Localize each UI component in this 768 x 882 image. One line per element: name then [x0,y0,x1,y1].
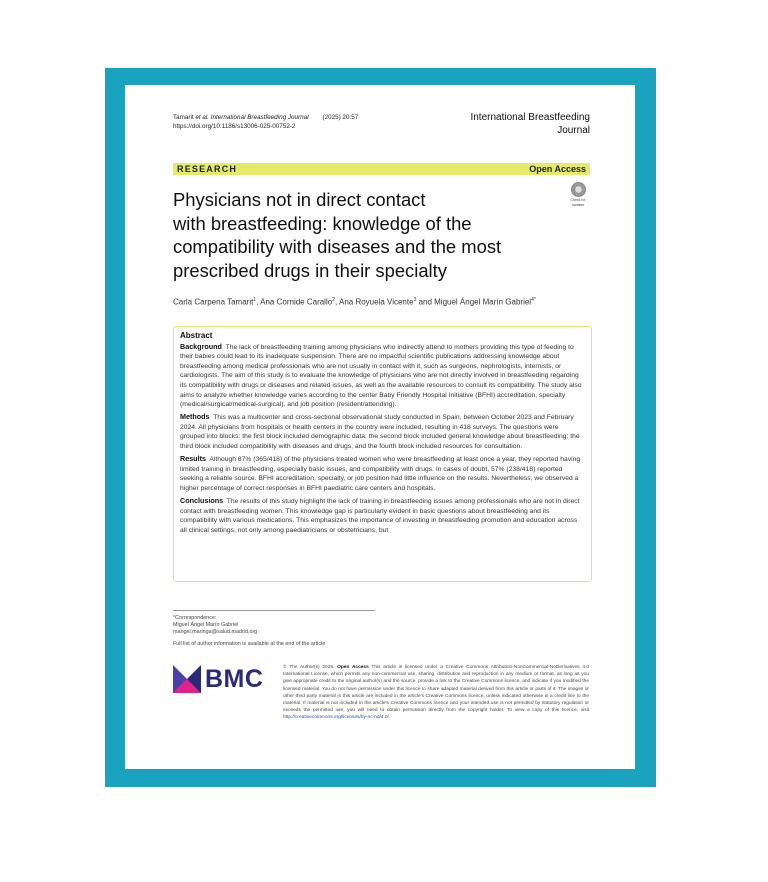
author-list [173,297,536,307]
article-type-banner [173,163,590,175]
author-name: Ana Cornide Carallo [260,297,333,307]
author-affiliation: 2 [332,297,335,303]
abstract-background [180,342,585,410]
bmc-logo-text: BMC [205,665,264,693]
doi-link[interactable]: https://doi.org/10.1186/s13006-025-00752-2 [173,122,296,130]
author-name: Ana Royuela Vicente [338,297,414,307]
correspondence-email[interactable]: mangel.maringa@salud.madrid.org [173,629,258,636]
author-separator: , [256,297,261,307]
license-suffix: . [388,715,391,721]
author-separator: , [334,297,339,307]
correspondence-name: Miguel Ángel Marín Gabriel [173,622,239,629]
abstract-conclusions [180,496,585,535]
article-title [173,188,553,282]
citation-block [173,114,358,131]
check-for-updates-badge[interactable] [566,182,590,206]
title-line-1: Physicians not in direct contact [173,189,426,210]
author-affiliation: 1 [253,297,257,303]
full-author-info-note: Full list of author information is available at the end of the article [173,641,326,647]
abstract-heading: Abstract [180,331,213,340]
author-name: Miguel Ángel Marín Gabriel [434,297,532,307]
conclusions-label: Conclusions [180,496,224,505]
title-line-2: with breastfeeding: knowledge of the [173,212,472,234]
results-label: Results [180,454,206,464]
license-open-access: Open Access [337,665,369,670]
conclusions-text: The results of this study highlight the lack of training in breastfeeding issues among professionals who are not in direct contact with breastfeeding women. This knowledge gap is particularly evident in basic questions about breastfeeding and its compatibility with various medications. This emphasizes the importance of investing in breastfeeding promotion and education across all clinical settings, not only among paediatricians or obstetricians, but [180,498,580,534]
methods-text: This was a multicenter and cross-sectional observational study conducted in Spain, between October 2023 and February 2024. All physicians from hospitals or health centers in the country were included, resulting in 418 surveys. The questions were grouped into blocks: the first block included demographic data; the second block included general knowledge about breastfeeding; the third block included compatibility with diseases and drugs; and the fourth block included resources for consultation. [180,414,580,451]
results-text: Although 87% (365/418) of the physicians treated women who were breastfeeding at least once a year, they reported having limited training in breastfeeding, especially basic issues, and compatibility with drugs. In cases of doubt, 57% (238/418) reported seeking a reliable source. BFHI accreditation, specialty, or job position had little influence on the results. Nevertheless, we observed a higher percentage of correct responses in BFHI paediatric care centers and hospitals. [180,456,581,492]
title-line-3: compatibility with diseases and the most [173,236,502,257]
check-updates-line2: updates [571,203,585,207]
license-prefix: © The Author(s) 2025. [283,665,338,670]
citation-year: (2025) 20:57 [322,114,359,121]
background-text: The lack of breastfeeding training among physicians who indirectly attend to mothers providing this type of feeding to their babies could lead to its inadequate suspension. There are no impactful scientific publications addressing knowledge about breastfeeding among medical professionals who are not usually in contact with it, such as surgeons, nephrologists, internists, or cardiologists. The aim of this study is to evaluate the knowledge of physicians who are not directly involved in breastfeeding regarding its compatibility with drugs or diseases and related issues, as well as the available resources to consult its compatibility. The study also aims to analyze whether knowledge varies according to the center Baby Friendly Hospital Initiative (BFHI) accreditation, specialty (medical/surgical/medical-surgical), and job position (resident/attending). [180,343,582,409]
correspondence-block [173,615,257,637]
license-body: This article is licensed under a Creative Commons Attribution-NonCommercial-NoDerivatives 4.0 International License, which permits any non-commercial use, sharing, distribution and reproduction in any medium or format, as long as you give appropriate credit to the original author(s) and the source, provide a link to the Creative Commons licence, and indicate if you modified the licensed material. You do not have permission under this licence to share adapted material derived from this article or parts of it. The images or other third party material in this article are included in the article's Creative Commons licence, unless indicated otherwise in a credit line to the material. If material is not included in the article's Creative Commons licence and your intended use is not permitted by statutory regulation or exceeds the permitted use, you will need to obtain permission directly from the copyright holder. To view a copy of this licence, visit [283,665,590,714]
bmc-logo [173,665,265,693]
check-updates-icon [571,182,586,197]
footnote-divider [173,610,375,611]
correspondence-label: *Correspondence: [173,615,217,621]
author-name: Carla Carpena Tamarit [173,297,254,307]
citation-journal: et al. International Breastfeeding Journal [195,114,309,121]
author-separator: and [416,297,435,307]
license-link[interactable]: http://creativecommons.org/licenses/by-nc-nd/4.0/ [283,715,389,721]
license-text [283,664,589,722]
open-access-label: Open Access [529,164,586,174]
check-updates-line1: Check for [570,198,586,202]
abstract-box [173,326,592,582]
title-line-4: prescribed drugs in their specialty [173,259,447,281]
methods-label: Methods [180,412,210,422]
journal-name-line1: International Breastfeeding [470,112,590,123]
background-label: Background [180,341,222,351]
article-type-label: RESEARCH [177,164,238,174]
journal-name [440,112,590,137]
journal-name-line2: Journal [557,124,590,136]
bmc-logo-icon [173,665,201,693]
author-affiliation: 4* [531,297,536,303]
abstract-methods [180,412,585,451]
citation-author: Tamarit [173,114,196,121]
abstract-results [180,454,585,493]
author-affiliation: 3 [413,297,417,303]
